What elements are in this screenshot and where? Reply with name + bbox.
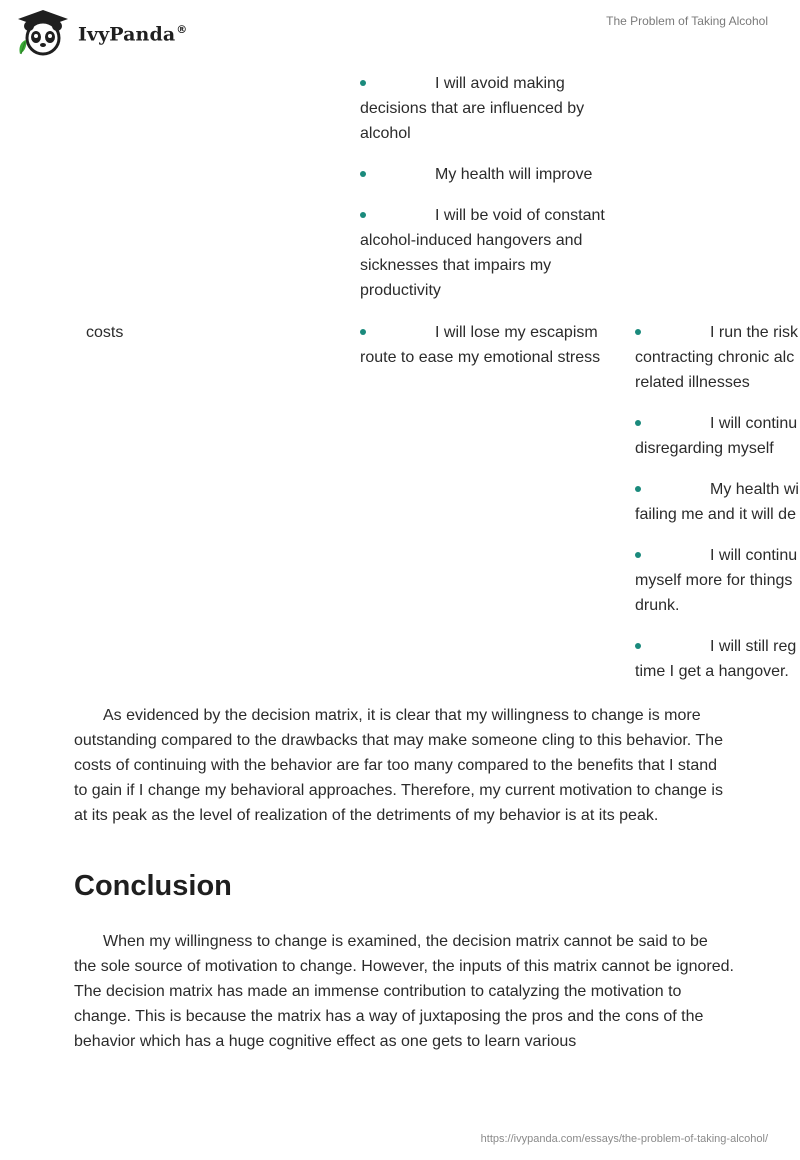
- bullet-text-line: alcohol-induced hangovers and: [360, 232, 583, 249]
- bullet-text-line: alcohol: [360, 125, 411, 142]
- bullet-dot-icon: [635, 420, 641, 426]
- bullet-dot-icon: [360, 329, 366, 335]
- bullet-text-line: myself more for things: [635, 572, 793, 589]
- bullet-text-line: productivity: [360, 282, 441, 299]
- bullet-text-line: decisions that are influenced by: [360, 100, 585, 117]
- bullet-dot-icon: [360, 80, 366, 86]
- bullet-text-line: I will avoid making: [435, 75, 565, 92]
- matrix-bullet-item: [360, 203, 620, 303]
- bullet-text-line: disregarding myself: [635, 440, 774, 457]
- bullet-text-line: I will continu: [710, 415, 798, 432]
- matrix-benefits-column: [360, 71, 620, 319]
- ivypanda-logo[interactable]: [14, 8, 187, 58]
- matrix-bullet-item: [635, 320, 800, 395]
- matrix-bullet-item: [635, 634, 800, 684]
- bullet-dot-icon: [635, 552, 641, 558]
- matrix-bullet-item: [635, 477, 800, 527]
- matrix-costs-continue-column: [635, 320, 800, 700]
- conclusion-heading: Conclusion: [74, 870, 232, 902]
- matrix-costs-change-column: [360, 320, 620, 386]
- bullet-text-line: I will still reg: [710, 638, 797, 655]
- bullet-text-line: My health wi: [710, 481, 799, 498]
- bullet-text-line: sicknesses that impairs my: [360, 257, 552, 274]
- bullet-dot-icon: [635, 643, 641, 649]
- bullet-text-line: I will continu: [710, 547, 798, 564]
- matrix-bullet-item: [635, 543, 800, 618]
- bullet-text-line: route to ease my emotional stress: [360, 349, 601, 366]
- matrix-bullet-item: [360, 162, 620, 187]
- document-title: The Problem of Taking Alcohol: [606, 14, 768, 28]
- bullet-text-line: I run the risk: [710, 324, 799, 341]
- page-header: [0, 0, 800, 60]
- bullet-text-line: drunk.: [635, 597, 680, 614]
- panda-graduate-icon: [14, 8, 72, 58]
- body-paragraph-2: When my willingness to change is examined, the decision matrix cannot be said to be the sole source of motivation to change. However, the inputs of this matrix cannot be ignored. The decision matrix has made an immense contribution to catalyzing the motivation to change. This is because the matrix has a way of juxtaposing the pros and the cons of the behavior which has a huge cognitive effect as one gets to learn various: [74, 933, 734, 1050]
- bullet-text-line: contracting chronic alc: [635, 349, 795, 366]
- bullet-text-line: time I get a hangover.: [635, 663, 789, 680]
- brand-name: IvyPanda®: [78, 22, 188, 46]
- bullet-text-line: I will be void of constant: [435, 207, 605, 224]
- matrix-bullet-item: [635, 411, 800, 461]
- source-url[interactable]: https://ivypanda.com/essays/the-problem-of-taking-alcohol/: [480, 1133, 768, 1145]
- bullet-dot-icon: [635, 486, 641, 492]
- bullet-text-line: failing me and it will de: [635, 506, 796, 523]
- bullet-text-line: related illnesses: [635, 374, 750, 391]
- matrix-bullet-item: [360, 71, 620, 146]
- bullet-text-line: My health will improve: [435, 166, 593, 183]
- matrix-bullet-item: [360, 320, 620, 370]
- matrix-row-label-costs: costs: [86, 324, 124, 341]
- bullet-dot-icon: [360, 171, 366, 177]
- bullet-dot-icon: [360, 212, 366, 218]
- bullet-text-line: I will lose my escapism: [435, 324, 598, 341]
- bullet-dot-icon: [635, 329, 641, 335]
- body-paragraph-1: As evidenced by the decision matrix, it is clear that my willingness to change is more outstanding compared to the drawbacks that may make someone cling to this behavior. The costs of continuing with the behavior are far too many compared to the benefits that I stand to gain if I change my behavioral approaches. Therefore, my current motivation to change is at its peak as the level of realization of the detriments of my behavior is at its peak.: [74, 707, 723, 824]
